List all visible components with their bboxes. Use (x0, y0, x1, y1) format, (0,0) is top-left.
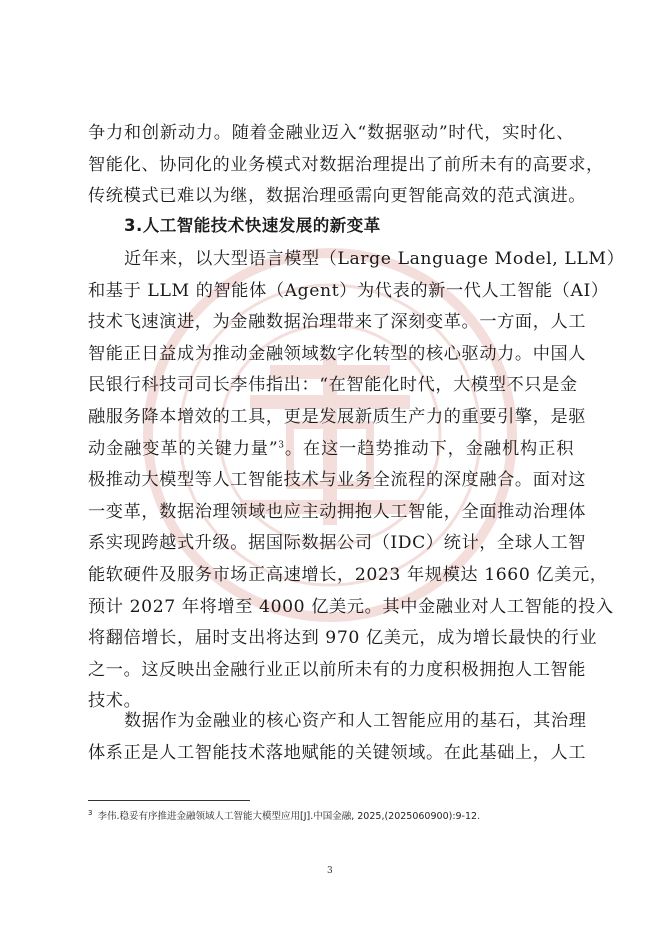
footnote-text: 李伟.稳妥有序推进金融领域人工智能大模型应用[J].中国金融, 2025,(2025060900):9-12. (97, 811, 481, 822)
footnote-reference[interactable]: 3 (278, 439, 285, 450)
text-line-with-footnote-ref (88, 434, 574, 466)
text-line: 民银行科技司司长李伟指出：“在智能化时代，大模型不只是金 (88, 375, 578, 396)
text-line: 传统模式已难以为继，数据治理亟需向更智能高效的范式演进。 (88, 186, 587, 207)
section-heading: 3.人工智能技术快速发展的新变革 (124, 216, 381, 235)
text-line: 和基于 LLM 的智能体（Agent）为代表的新一代人工智能（AI） (88, 280, 609, 301)
text-line: 数据作为金融业的核心资产和人工智能应用的基石，其治理 (124, 711, 587, 731)
text-line: 技术。 (88, 691, 142, 712)
text-line: 将翻倍增长，届时支出将达到 970 亿美元，成为增长最快的行业 (88, 628, 598, 649)
text-line: 智能正日益成为推动金融领域数字化转型的核心驱动力。中国人 (88, 343, 587, 364)
text-line: 能软硬件及服务市场正高速增长，2023 年规模达 1660 亿美元， (88, 564, 608, 585)
paragraph-core (88, 706, 587, 769)
footnote-number: 3 (88, 808, 93, 817)
footnote (88, 808, 480, 822)
text-line: 体系正是人工智能技术落地赋能的关键领域。在此基础上，人工 (88, 742, 587, 763)
text-line: 之一。这反映出金融行业正以前所未有的力度积极拥抱人工智能 (88, 659, 587, 680)
text-line: 系实现跨越式升级。据国际数据公司（IDC）统计，全球人工智 (88, 533, 586, 554)
text-line: 一变革，数据治理领域也应主动拥抱人工智能，全面推动治理体 (88, 501, 587, 522)
text-line: 极推动大模型等人工智能技术与业务全流程的深度融合。面对这 (88, 470, 587, 491)
text-fragment: 。在这一趋势推动下，金融机构正积 (284, 438, 574, 459)
paragraph-ai (88, 244, 625, 718)
text-line: 争力和创新动力。随着金融业迈入“数据驱动”时代，实时化、 (88, 123, 574, 143)
text-line: 融服务降本增效的工具，更是发展新质生产力的重要引擎，是驱 (88, 406, 587, 427)
text-line: 预计 2027 年将增至 4000 亿美元。其中金融业对人工智能的投入 (88, 596, 614, 617)
text-line: 技术飞速演进，为金融数据治理带来了深刻变革。一方面，人工 (88, 312, 587, 333)
footnote-divider (88, 800, 250, 801)
text-line: 近年来，以大型语言模型（Large Language Model, LLM） (124, 249, 625, 269)
paragraph-intro-end (88, 118, 604, 213)
text-fragment: 动金融变革的关键力量” (88, 438, 279, 459)
page-number: 3 (327, 866, 333, 876)
text-line: 智能化、协同化的业务模式对数据治理提出了前所未有的高要求， (88, 154, 604, 175)
